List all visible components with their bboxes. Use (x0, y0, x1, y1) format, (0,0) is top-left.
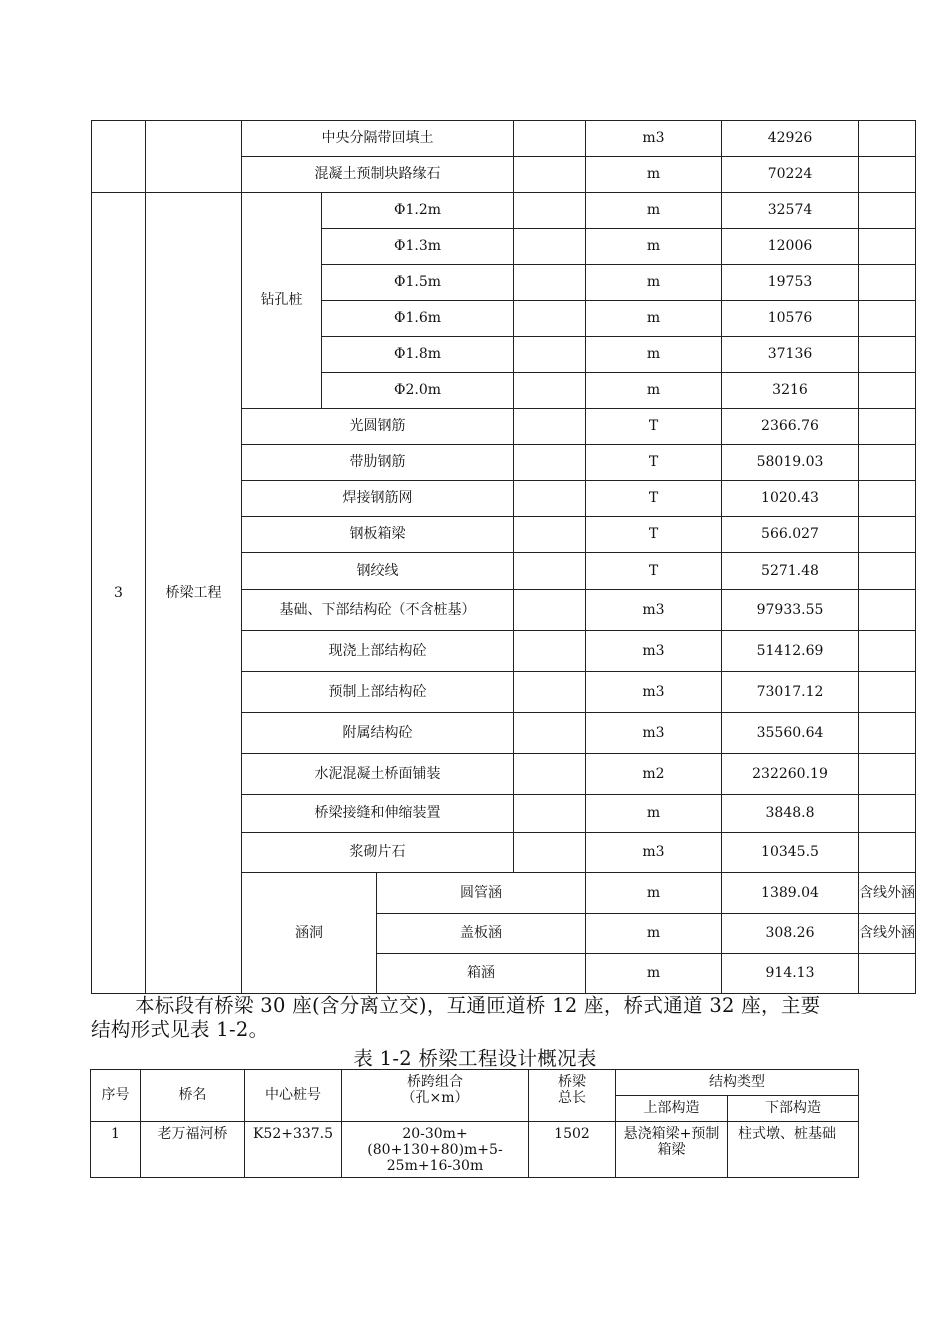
category-cell-empty (146, 121, 242, 193)
blank-cell (514, 121, 586, 157)
blank-cell (514, 337, 586, 373)
item-cell: 基础、下部结构砼（不含桩基） (242, 590, 514, 631)
item-cell: 盖板涵 (377, 914, 586, 954)
blank-cell (514, 265, 586, 301)
header-lower: 下部构造 (728, 1096, 859, 1122)
bridge-seq-cell: 1 (91, 1122, 141, 1178)
blank-cell (514, 229, 586, 265)
note-cell (859, 121, 916, 157)
item-cell: Φ1.3m (322, 229, 514, 265)
quantities-table (91, 120, 916, 994)
qty-cell: 42926 (722, 121, 859, 157)
bridge-upper-cell (616, 1122, 728, 1178)
blank-cell (514, 301, 586, 337)
unit-cell: m (586, 795, 722, 833)
note-cell (859, 590, 916, 631)
note-cell (859, 409, 916, 445)
blank-cell (514, 672, 586, 713)
unit-cell: T (586, 517, 722, 553)
table-row (91, 1122, 859, 1178)
header-span-line: 桥跨组合 (407, 1074, 463, 1090)
note-cell (859, 157, 916, 193)
unit-cell: T (586, 445, 722, 481)
note-cell: 含线外涵 (859, 873, 916, 914)
note-cell (859, 265, 916, 301)
blank-cell (514, 157, 586, 193)
qty-cell: 37136 (722, 337, 859, 373)
item-cell: Φ2.0m (322, 373, 514, 409)
item-cell: Φ1.5m (322, 265, 514, 301)
note-cell (859, 193, 916, 229)
note-cell (859, 833, 916, 873)
unit-cell: m3 (586, 121, 722, 157)
unit-cell: m (586, 373, 722, 409)
bridge-overview-table (90, 1069, 859, 1178)
unit-cell: m3 (586, 713, 722, 754)
header-length (529, 1070, 616, 1122)
blank-cell (514, 795, 586, 833)
header-span (342, 1070, 529, 1122)
culvert-group-label: 涵洞 (242, 873, 377, 994)
note-cell (859, 795, 916, 833)
item-cell: 混凝土预制块路缘石 (242, 157, 514, 193)
header-structure: 结构类型 (616, 1070, 859, 1096)
qty-cell: 32574 (722, 193, 859, 229)
note-cell (859, 672, 916, 713)
unit-cell: m (586, 954, 722, 994)
item-cell: 浆砌片石 (242, 833, 514, 873)
note-cell (859, 481, 916, 517)
item-cell: 附属结构砼 (242, 713, 514, 754)
qty-cell: 232260.19 (722, 754, 859, 795)
upper-line: 箱梁 (657, 1142, 686, 1159)
header-station: 中心桩号 (245, 1070, 342, 1122)
blank-cell (514, 833, 586, 873)
blank-cell (514, 754, 586, 795)
unit-cell: m (586, 229, 722, 265)
unit-cell: T (586, 409, 722, 445)
bridge-length-cell: 1502 (529, 1122, 616, 1178)
item-cell: 带肋钢筋 (242, 445, 514, 481)
qty-cell: 10345.5 (722, 833, 859, 873)
span-line: 20-30m+(80+130+80)m+5- (367, 1126, 503, 1159)
qty-cell: 308.26 (722, 914, 859, 954)
qty-cell: 3848.8 (722, 795, 859, 833)
qty-cell: 566.027 (722, 517, 859, 553)
unit-cell: m3 (586, 590, 722, 631)
blank-cell (514, 409, 586, 445)
header-name: 桥名 (141, 1070, 245, 1122)
unit-cell: m (586, 265, 722, 301)
header-length-line: 桥梁 (558, 1074, 586, 1090)
note-cell (859, 445, 916, 481)
unit-cell: T (586, 553, 722, 590)
category-cell: 桥梁工程 (146, 193, 242, 994)
blank-cell (514, 590, 586, 631)
seq-cell-empty (92, 121, 146, 193)
unit-cell: m3 (586, 833, 722, 873)
item-cell: 预制上部结构砼 (242, 672, 514, 713)
item-cell: 光圆钢筋 (242, 409, 514, 445)
blank-cell (514, 445, 586, 481)
qty-cell: 19753 (722, 265, 859, 301)
qty-cell: 2366.76 (722, 409, 859, 445)
item-cell: 箱涵 (377, 954, 586, 994)
unit-cell: T (586, 481, 722, 517)
header-upper: 上部构造 (616, 1096, 728, 1122)
qty-cell: 10576 (722, 301, 859, 337)
qty-cell: 5271.48 (722, 553, 859, 590)
table-row (92, 121, 916, 157)
item-cell: Φ1.2m (322, 193, 514, 229)
header-span-line: （孔×m） (401, 1090, 469, 1107)
item-cell: 钢板箱梁 (242, 517, 514, 553)
qty-cell: 73017.12 (722, 672, 859, 713)
bridge-station-cell: K52+337.5 (245, 1122, 342, 1178)
qty-cell: 12006 (722, 229, 859, 265)
paragraph-line: 本标段有桥梁 30 座(含分离立交)，互通匝道桥 12 座，桥式通道 32 座，主要 (135, 994, 821, 1017)
qty-cell: 58019.03 (722, 445, 859, 481)
qty-cell: 70224 (722, 157, 859, 193)
note-cell (859, 553, 916, 590)
blank-cell (514, 713, 586, 754)
bridge-lower-cell: 柱式墩、桩基础 (728, 1122, 859, 1178)
note-cell (859, 517, 916, 553)
header-length-line: 总长 (558, 1090, 586, 1107)
unit-cell: m3 (586, 631, 722, 672)
note-cell: 含线外涵 (859, 914, 916, 954)
qty-cell: 35560.64 (722, 713, 859, 754)
item-cell: 钢绞线 (242, 553, 514, 590)
note-cell (859, 301, 916, 337)
header-row (91, 1070, 859, 1096)
upper-line: 悬浇箱梁+预制 (623, 1126, 720, 1142)
note-cell (859, 713, 916, 754)
table-row (92, 193, 916, 229)
unit-cell: m2 (586, 754, 722, 795)
unit-cell: m (586, 337, 722, 373)
item-cell: 桥梁接缝和伸缩装置 (242, 795, 514, 833)
qty-cell: 1389.04 (722, 873, 859, 914)
item-cell: Φ1.8m (322, 337, 514, 373)
qty-cell: 97933.55 (722, 590, 859, 631)
note-cell (859, 337, 916, 373)
item-cell: Φ1.6m (322, 301, 514, 337)
item-cell: 焊接钢筋网 (242, 481, 514, 517)
item-cell: 圆管涵 (377, 873, 586, 914)
note-cell (859, 373, 916, 409)
item-cell: 中央分隔带回填土 (242, 121, 514, 157)
bridge-span-cell (342, 1122, 529, 1178)
qty-cell: 3216 (722, 373, 859, 409)
blank-cell (514, 481, 586, 517)
item-cell: 现浇上部结构砼 (242, 631, 514, 672)
unit-cell: m (586, 873, 722, 914)
seq-cell: 3 (92, 193, 146, 994)
bridge-name-cell: 老万福河桥 (141, 1122, 245, 1178)
note-cell (859, 754, 916, 795)
unit-cell: m (586, 157, 722, 193)
blank-cell (514, 517, 586, 553)
note-cell (859, 229, 916, 265)
body-paragraph (91, 994, 866, 1042)
blank-cell (514, 631, 586, 672)
paragraph-line: 结构形式见表 1-2。 (91, 1018, 269, 1041)
unit-cell: m (586, 301, 722, 337)
note-cell (859, 954, 916, 994)
qty-cell: 51412.69 (722, 631, 859, 672)
span-line: 25m+16-30m (386, 1158, 484, 1175)
blank-cell (514, 193, 586, 229)
blank-cell (514, 373, 586, 409)
table-caption: 表 1-2 桥梁工程设计概况表 (353, 1047, 597, 1070)
header-seq: 序号 (91, 1070, 141, 1122)
item-cell: 水泥混凝土桥面铺装 (242, 754, 514, 795)
unit-cell: m (586, 914, 722, 954)
unit-cell: m (586, 193, 722, 229)
unit-cell: m3 (586, 672, 722, 713)
note-cell (859, 631, 916, 672)
qty-cell: 1020.43 (722, 481, 859, 517)
blank-cell (514, 553, 586, 590)
qty-cell: 914.13 (722, 954, 859, 994)
pile-group-label: 钻孔桩 (242, 193, 322, 409)
